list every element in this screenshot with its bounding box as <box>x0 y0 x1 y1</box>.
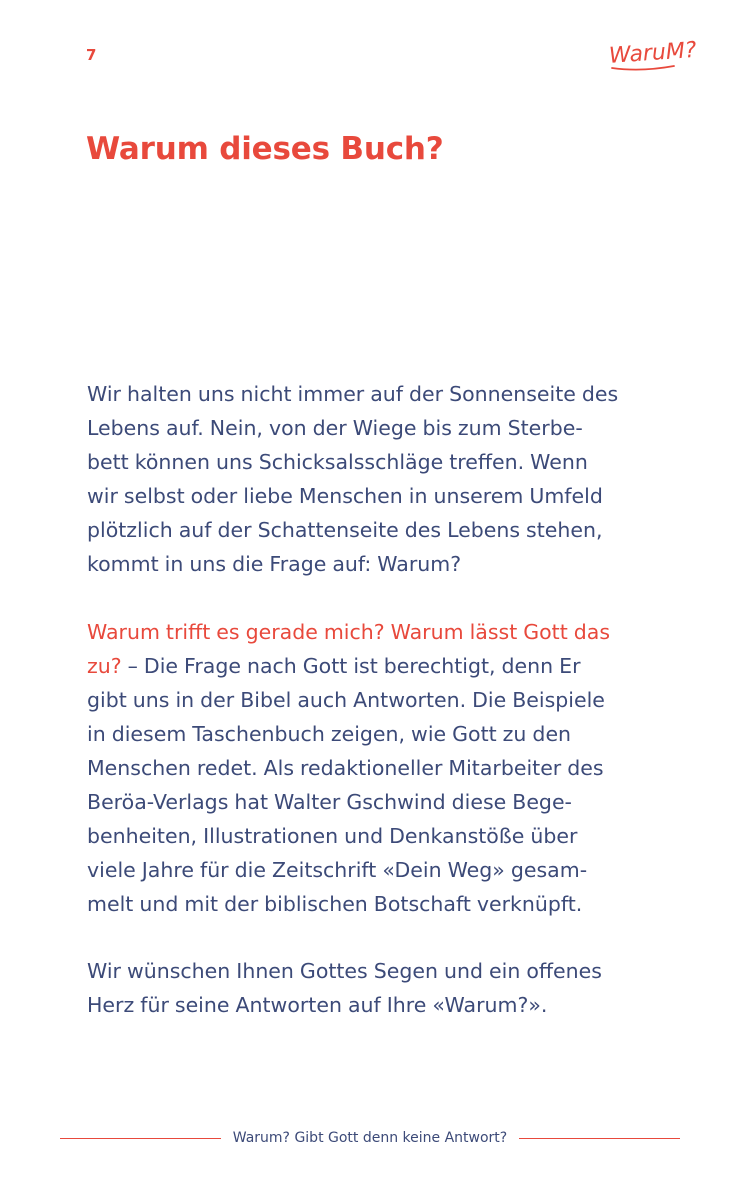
paragraph-line <box>87 649 653 683</box>
page-number: 7 <box>86 46 97 64</box>
paragraph-line: plötzlich auf der Schattenseite des Lebens stehen, <box>87 518 603 542</box>
logo-text: WaruM? <box>608 37 698 69</box>
paragraph-line: melt und mit der biblischen Botschaft verknüpft. <box>87 892 583 916</box>
paragraph-line: bett können uns Schicksalsschläge treffen. Wenn <box>87 450 588 474</box>
paragraph-line: viele Jahre für die Zeitschrift «Dein Weg» gesam- <box>87 858 588 882</box>
running-title: Warum? Gibt Gott denn keine Antwort? <box>232 1130 508 1146</box>
paragraph-line: Lebens auf. Nein, von der Wiege bis zum Sterbe- <box>87 416 583 440</box>
highlighted-question: Warum trifft es gerade mich? Warum lässt Gott das <box>87 620 611 644</box>
paragraph-line-rest: – Die Frage nach Gott ist berechtigt, denn Er <box>121 654 581 678</box>
paragraph-question <box>87 615 653 921</box>
footer-rule-left <box>60 1138 221 1139</box>
page-footer <box>60 1130 680 1146</box>
paragraph-line: Wir wünschen Ihnen Gottes Segen und ein offenes <box>87 959 602 983</box>
paragraph-line: benheiten, Illustrationen und Denkanstöße über <box>87 824 578 848</box>
paragraph-line: Beröa-Verlags hat Walter Gschwind diese Bege- <box>87 790 572 814</box>
paragraph-line: gibt uns in der Bibel auch Antworten. Die Beispiele <box>87 688 605 712</box>
footer-rule-right <box>519 1138 680 1139</box>
paragraph-intro <box>87 377 653 581</box>
highlighted-question-end: zu? <box>87 654 122 678</box>
paragraph-line: in diesem Taschenbuch zeigen, wie Gott zu den <box>87 722 572 746</box>
paragraph-line: Wir halten uns nicht immer auf der Sonnenseite des <box>87 382 619 406</box>
paragraph-line: wir selbst oder liebe Menschen in unserem Umfeld <box>87 484 603 508</box>
paragraph-line: Herz für seine Antworten auf Ihre «Warum?». <box>87 993 548 1017</box>
page-title: Warum dieses Buch? <box>86 131 444 167</box>
paragraph-line: kommt in uns die Frage auf: Warum? <box>87 552 462 576</box>
paragraph-line: Menschen redet. Als redaktioneller Mitarbeiter des <box>87 756 604 780</box>
paragraph-blessing <box>87 954 653 1022</box>
warum-logo <box>606 30 706 78</box>
